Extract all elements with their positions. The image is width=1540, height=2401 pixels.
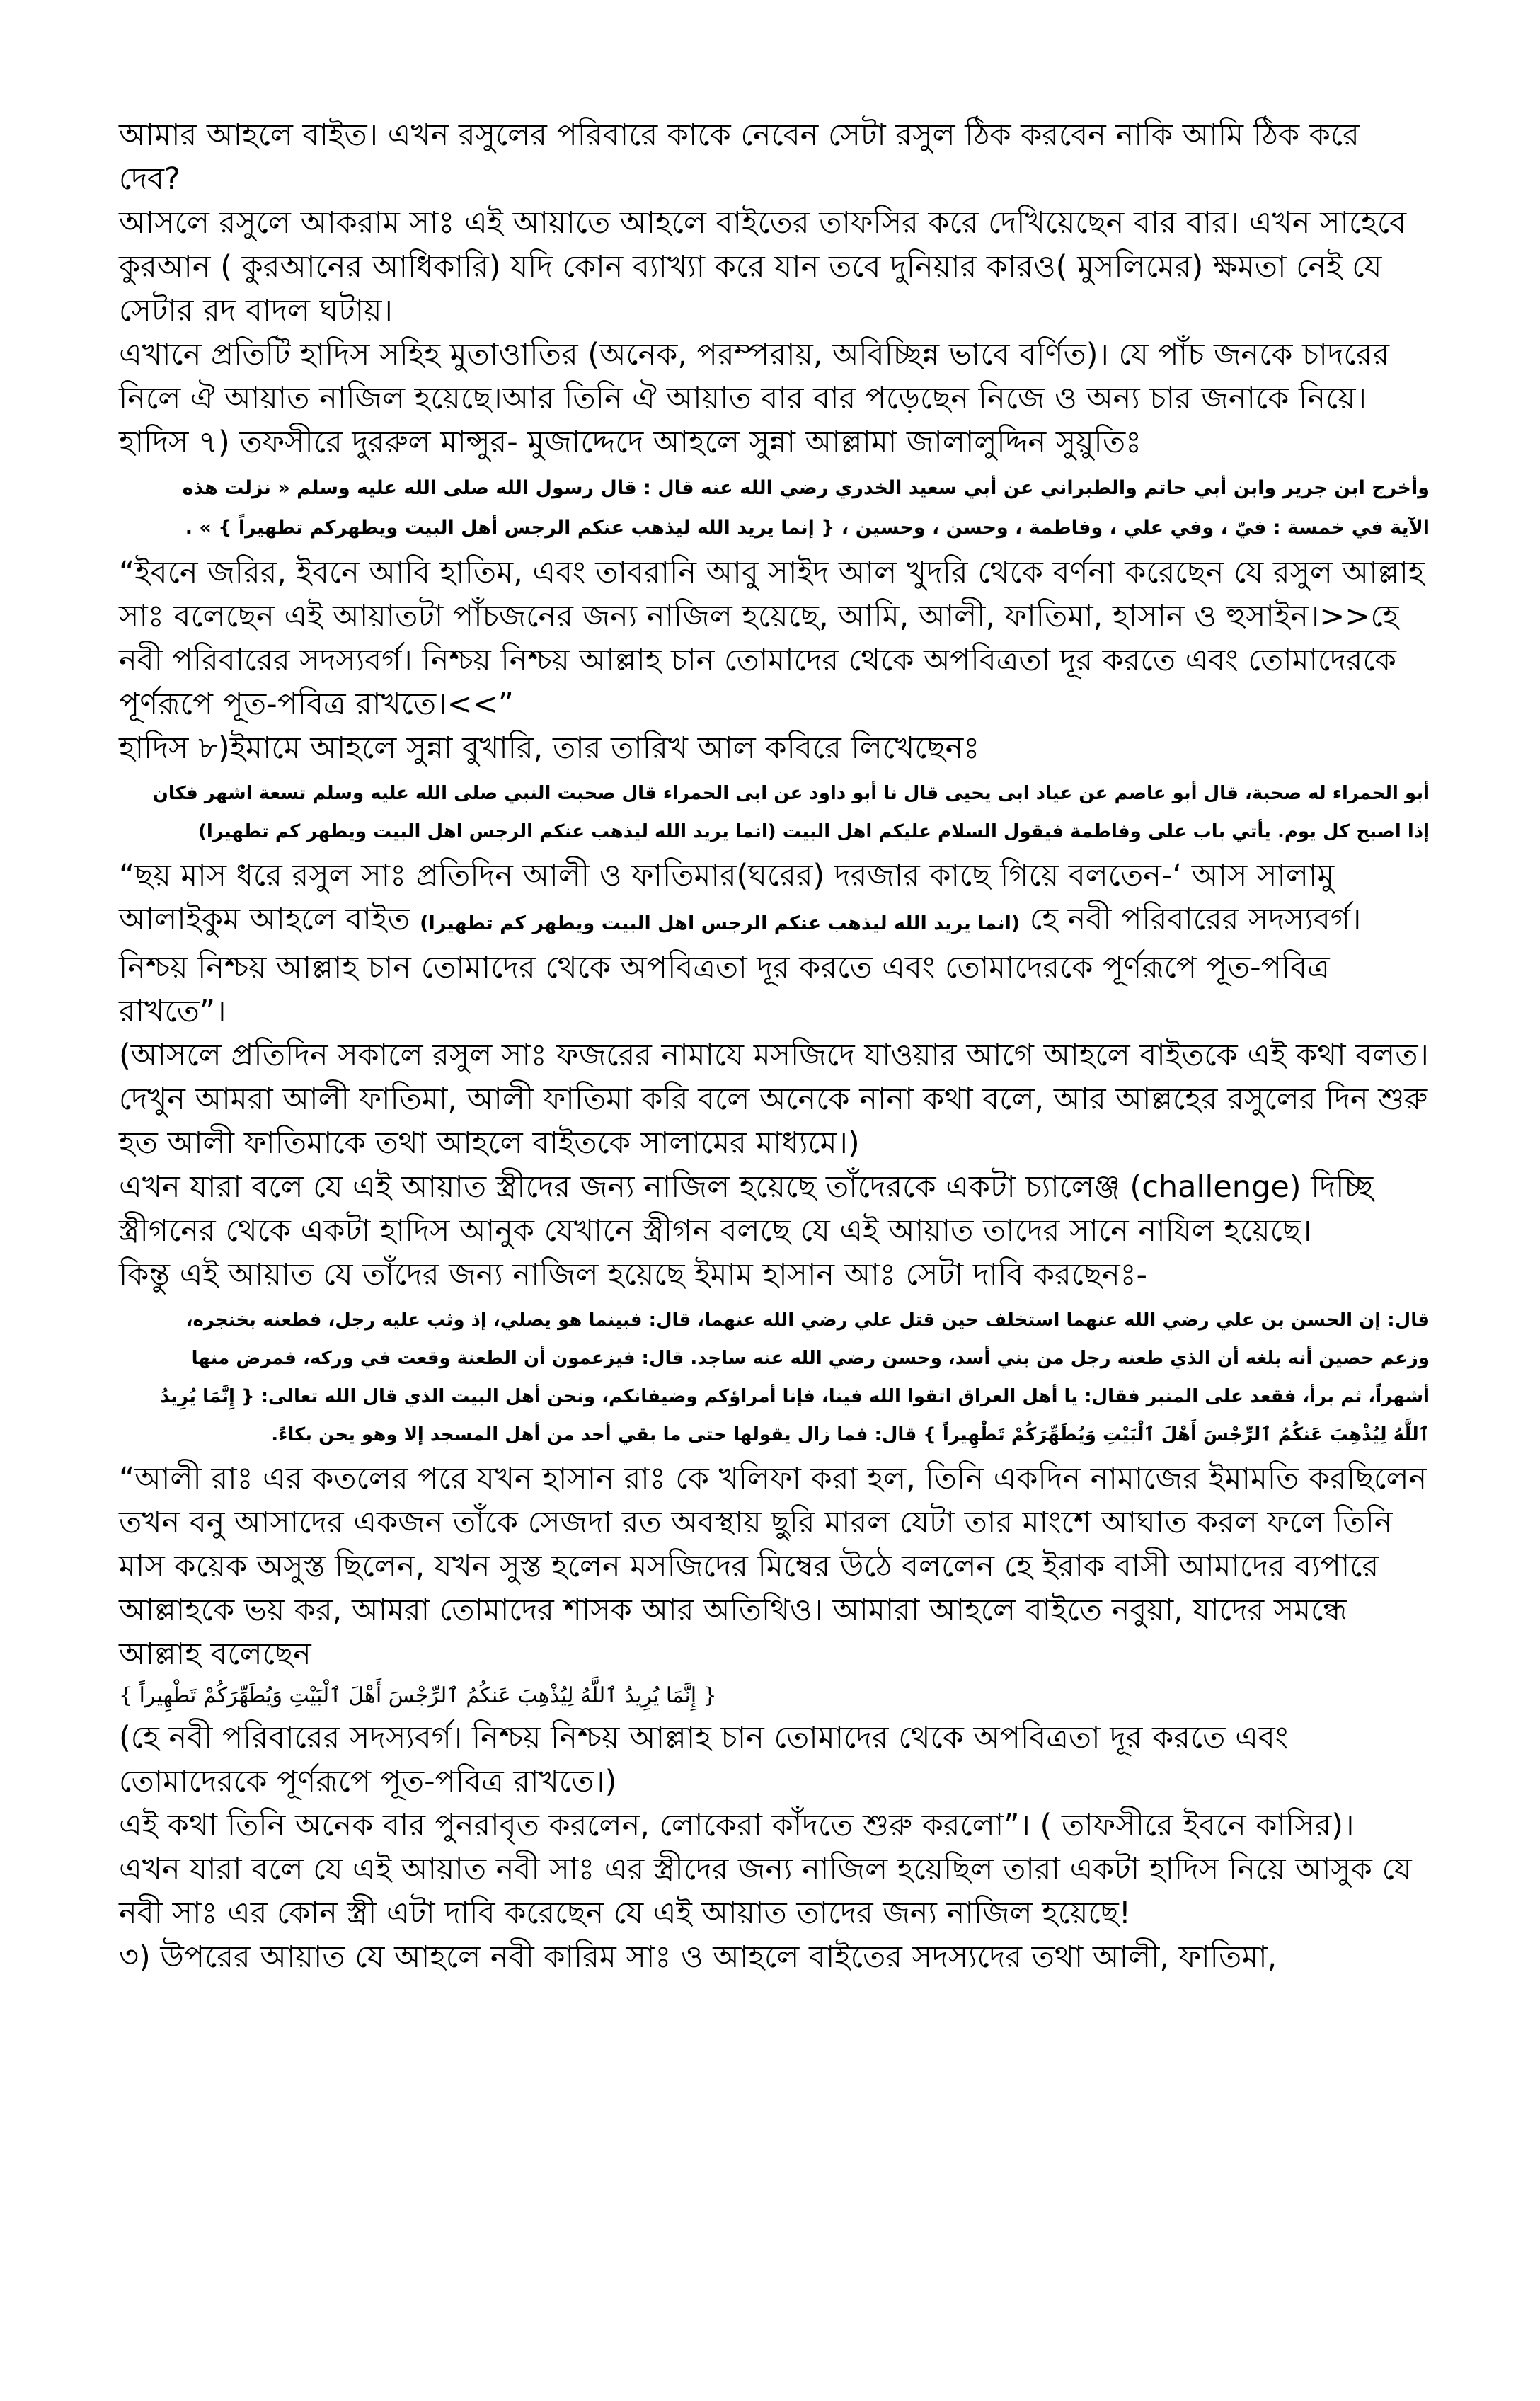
paragraph-text: “ছয় মাস ধরে রসুল সাঃ প্রতিদিন আলী ও ফাতিমার(ঘরের) দরজার কাছে গিয়ে বলতেন-‘ আস সালামু আলাইকুম আহলে বাইত [119,858,1335,937]
arabic-quote: قال: إن الحسن بن علي رضي الله عنهما استخلف حين قتل علي رضي الله عنهما، قال: فبينما هو يصلي، إذ وثب عليه رجل، فطعنه بخنجره، وزعم حصين أنه بلغه أن الذي طعنه رجل من بني أسد، وحسن رضي الله عنه ساجد. قال: فيزعمون أن الطعنة وقعت في وركه، فمرض منها أشهراً، ثم برأ، فقعد على المنبر فقال: يا أهل العراق اتقوا الله فينا، فإنا أمراؤكم وضيفانكم، ونحن أهل البيت الذي قال الله تعالى: { إِنَّمَا يُرِيدُ ٱللَّهُ لِيُذْهِبَ عَنكُمُ ٱلرِّجْسَ أَهْلَ ٱلْبَيْتِ وَيُطَهِّرَكُمْ تَطْهِيراً } قال: فما زال يقولها حتى ما بقي أحد من أهل المسجد إلا وهو يحن بكاءً. [160,1310,1430,1445]
paragraph: কিন্তু এই আয়াত যে তাঁদের জন্য নাজিল হয়েছে ইমাম হাসান আঃ সেটা দাবি করছেনঃ- [119,1257,1148,1293]
paragraph [119,854,1430,1033]
arabic-quote: أبو الحمراء له صحبة، قال أبو عاصم عن عياد ابى يحيى قال نا أبو داود عن ابى الحمراء قال صحبت النبي صلى الله عليه وسلم تسعة اشهر فكان إذا اصبح كل يوم. يأتي باب على وفاطمة فيقول السلام عليكم اهل البيت (انما يريد الله ليذهب عنكم الرجس اهل البيت ويطهر كم تطهيرا) [152,783,1430,842]
inline-arabic-quote: (انما يريد الله ليذهب عنكم الرجس اهل البيت ويطهر كم تطهيرا) [420,912,1021,934]
paragraph: আসলে রসুলে আকরাম সাঃ এই আয়াতে আহলে বাইতের তাফসির করে দেখিয়েছেন বার বার। এখন সাহেবে কুরআন ( কুরআনের আধিকারি) যদি কোন ব্যাখ্যা করে যান তবে দুনিয়ার কারও( মুসলিমের) ক্ষমতা নেই যে সেটার রদ বাদল ঘটায়। [119,205,1407,328]
paragraph: এখন যারা বলে যে এই আয়াত স্ত্রীদের জন্য নাজিল হয়েছে তাঁদেরকে একটা চ্যালেঞ্জ (challenge) দিচ্ছি স্ত্রীগনের থেকে একটা হাদিস আনুক যেখানে স্ত্রীগন বলছে যে এই আয়াত তাদের সানে নাযিল হয়েছে। [119,1169,1374,1249]
document-page [119,113,1430,1979]
paragraph: এই কথা তিনি অনেক বার পুনরাবৃত করলেন, লোকেরা কাঁদতে শুরু করলো”। ( তাফসীরে ইবনে কাসির)। [119,1808,1355,1843]
paragraph: (আসলে প্রতিদিন সকালে রসুল সাঃ ফজরের নামাযে মসজিদে যাওয়ার আগে আহলে বাইতকে এই কথা বলত। দেখুন আমরা আলী ফাতিমা, আলী ফাতিমা করি বলে অনেকে নানা কথা বলে, আর আল্লহের রসুলের দিন শুরু হত আলী ফাতিমাকে তথা আহলে বাইতকে সালামের মাধ্যমে।) [119,1038,1429,1161]
hadith-heading: হাদিস ৭) তফসীরে দুররুল মান্সুর- মুজাদ্দেদে আহলে সুন্না আল্লামা জালালুদ্দিন সুয়ুতিঃ [119,425,1142,460]
paragraph-text: হে নবী পরিবারের সদস্যবর্গ। নিশ্চয় নিশ্চয় আল্লাহ চান তোমাদের থেকে অপবিত্রতা দূর করতে এবং তোমাদেরকে পূর্ণরূপে পূত-পবিত্র রাখতে”। [119,902,1362,1029]
paragraph: (হে নবী পরিবারের সদস্যবর্গ। নিশ্চয় নিশ্চয় আল্লাহ চান তোমাদের থেকে অপবিত্রতা দূর করতে এবং তোমাদেরকে পূর্ণরূপে পূত-পবিত্র রাখতে।) [119,1720,1289,1799]
paragraph: আমার আহলে বাইত। এখন রসুলের পরিবারে কাকে নেবেন সেটা রসুল ঠিক করবেন নাকি আমি ঠিক করে দেব? [119,118,1360,197]
paragraph: ৩) উপরের আয়াত যে আহলে নবী কারিম সাঃ ও আহলে বাইতের সদস্যদের তথা আলী, ফাতিমা, [119,1939,1277,1975]
paragraph: এখন যারা বলে যে এই আয়াত নবী সাঃ এর স্ত্রীদের জন্য নাজিল হয়েছিল তারা একটা হাদিস নিয়ে আসুক যে নবী সাঃ এর কোন স্ত্রী এটা দাবি করেছেন যে এই আয়াত তাদের জন্য নাজিল হয়েছে! [119,1852,1412,1931]
hadith-heading: হাদিস ৮)ইমামে আহলে সুন্না বুখারি, তার তারিখ আল কবিরে লিখেছেনঃ [119,730,980,766]
paragraph: এখানে প্রতিটি হাদিস সহিহ মুতাওাতির (অনেক, পরম্পরায়, অবিচ্ছিন্ন ভাবে বর্ণিত)। যে পাঁচ জনকে চাদরের নিলে ঐ আয়াত নাজিল হয়েছে।আর তিনি ঐ আয়াত বার বার পড়েছেন নিজে ও অন্য চার জনাকে নিয়ে। [119,337,1389,416]
arabic-quote: وأخرج ابن جرير وابن أبي حاتم والطبراني عن أبي سعيد الخدري رضي الله عنه قال : قال رسول الله صلى الله عليه وسلم « نزلت هذه الآية في خمسة : فيّ ، وفي علي ، وفاطمة ، وحسن ، وحسين ، { إنما يريد الله ليذهب عنكم الرجس أهل البيت ويطهركم تطهيراً } » . [182,477,1430,539]
paragraph: “আলী রাঃ এর কতলের পরে যখন হাসান রাঃ কে খলিফা করা হল, তিনি একদিন নামাজের ইমামতি করছিলেন তখন বনু আসাদের একজন তাঁকে সেজদা রত অবস্থায় ছুরি মারল যেটা তার মাংশে আঘাত করল ফলে তিনি মাস কয়েক অসুস্ত ছিলেন, যখন সুস্ত হলেন মসজিদের মিম্বের উঠে বললেন হে ইরাক বাসী আমাদের ব্যপারে আল্লাহকে ভয় কর, আমরা তোমাদের শাসক আর অতিথিও। আমারা আহলে বাইতে নবুয়া, যাদের সমন্ধে আল্লাহ বলেছেন [119,1461,1427,1672]
quran-verse: { إِنَّمَا يُرِيدُ ٱللَّهُ لِيُذْهِبَ عَنكُمُ ٱلرِّجْسَ أَهْلَ ٱلْبَيْتِ وَيُطَهِّرَكُمْ تَطْهِيراً } [119,1683,717,1708]
paragraph: “ইবনে জরির, ইবনে আবি হাতিম, এবং তাবরানি আবু সাইদ আল খুদরি থেকে বর্ণনা করেছেন যে রসুল আল্লাহ সাঃ বলেছেন এই আয়াতটা পাঁচজনের জন্য নাজিল হয়েছে, আমি, আলী, ফাতিমা, হাসান ও হুসাইন।>>হে নবী পরিবারের সদস্যবর্গ। নিশ্চয় নিশ্চয় আল্লাহ চান তোমাদের থেকে অপবিত্রতা দূর করতে এবং তোমাদেরকে পূর্ণরূপে পূত-পবিত্র রাখতে।<<” [119,555,1425,722]
